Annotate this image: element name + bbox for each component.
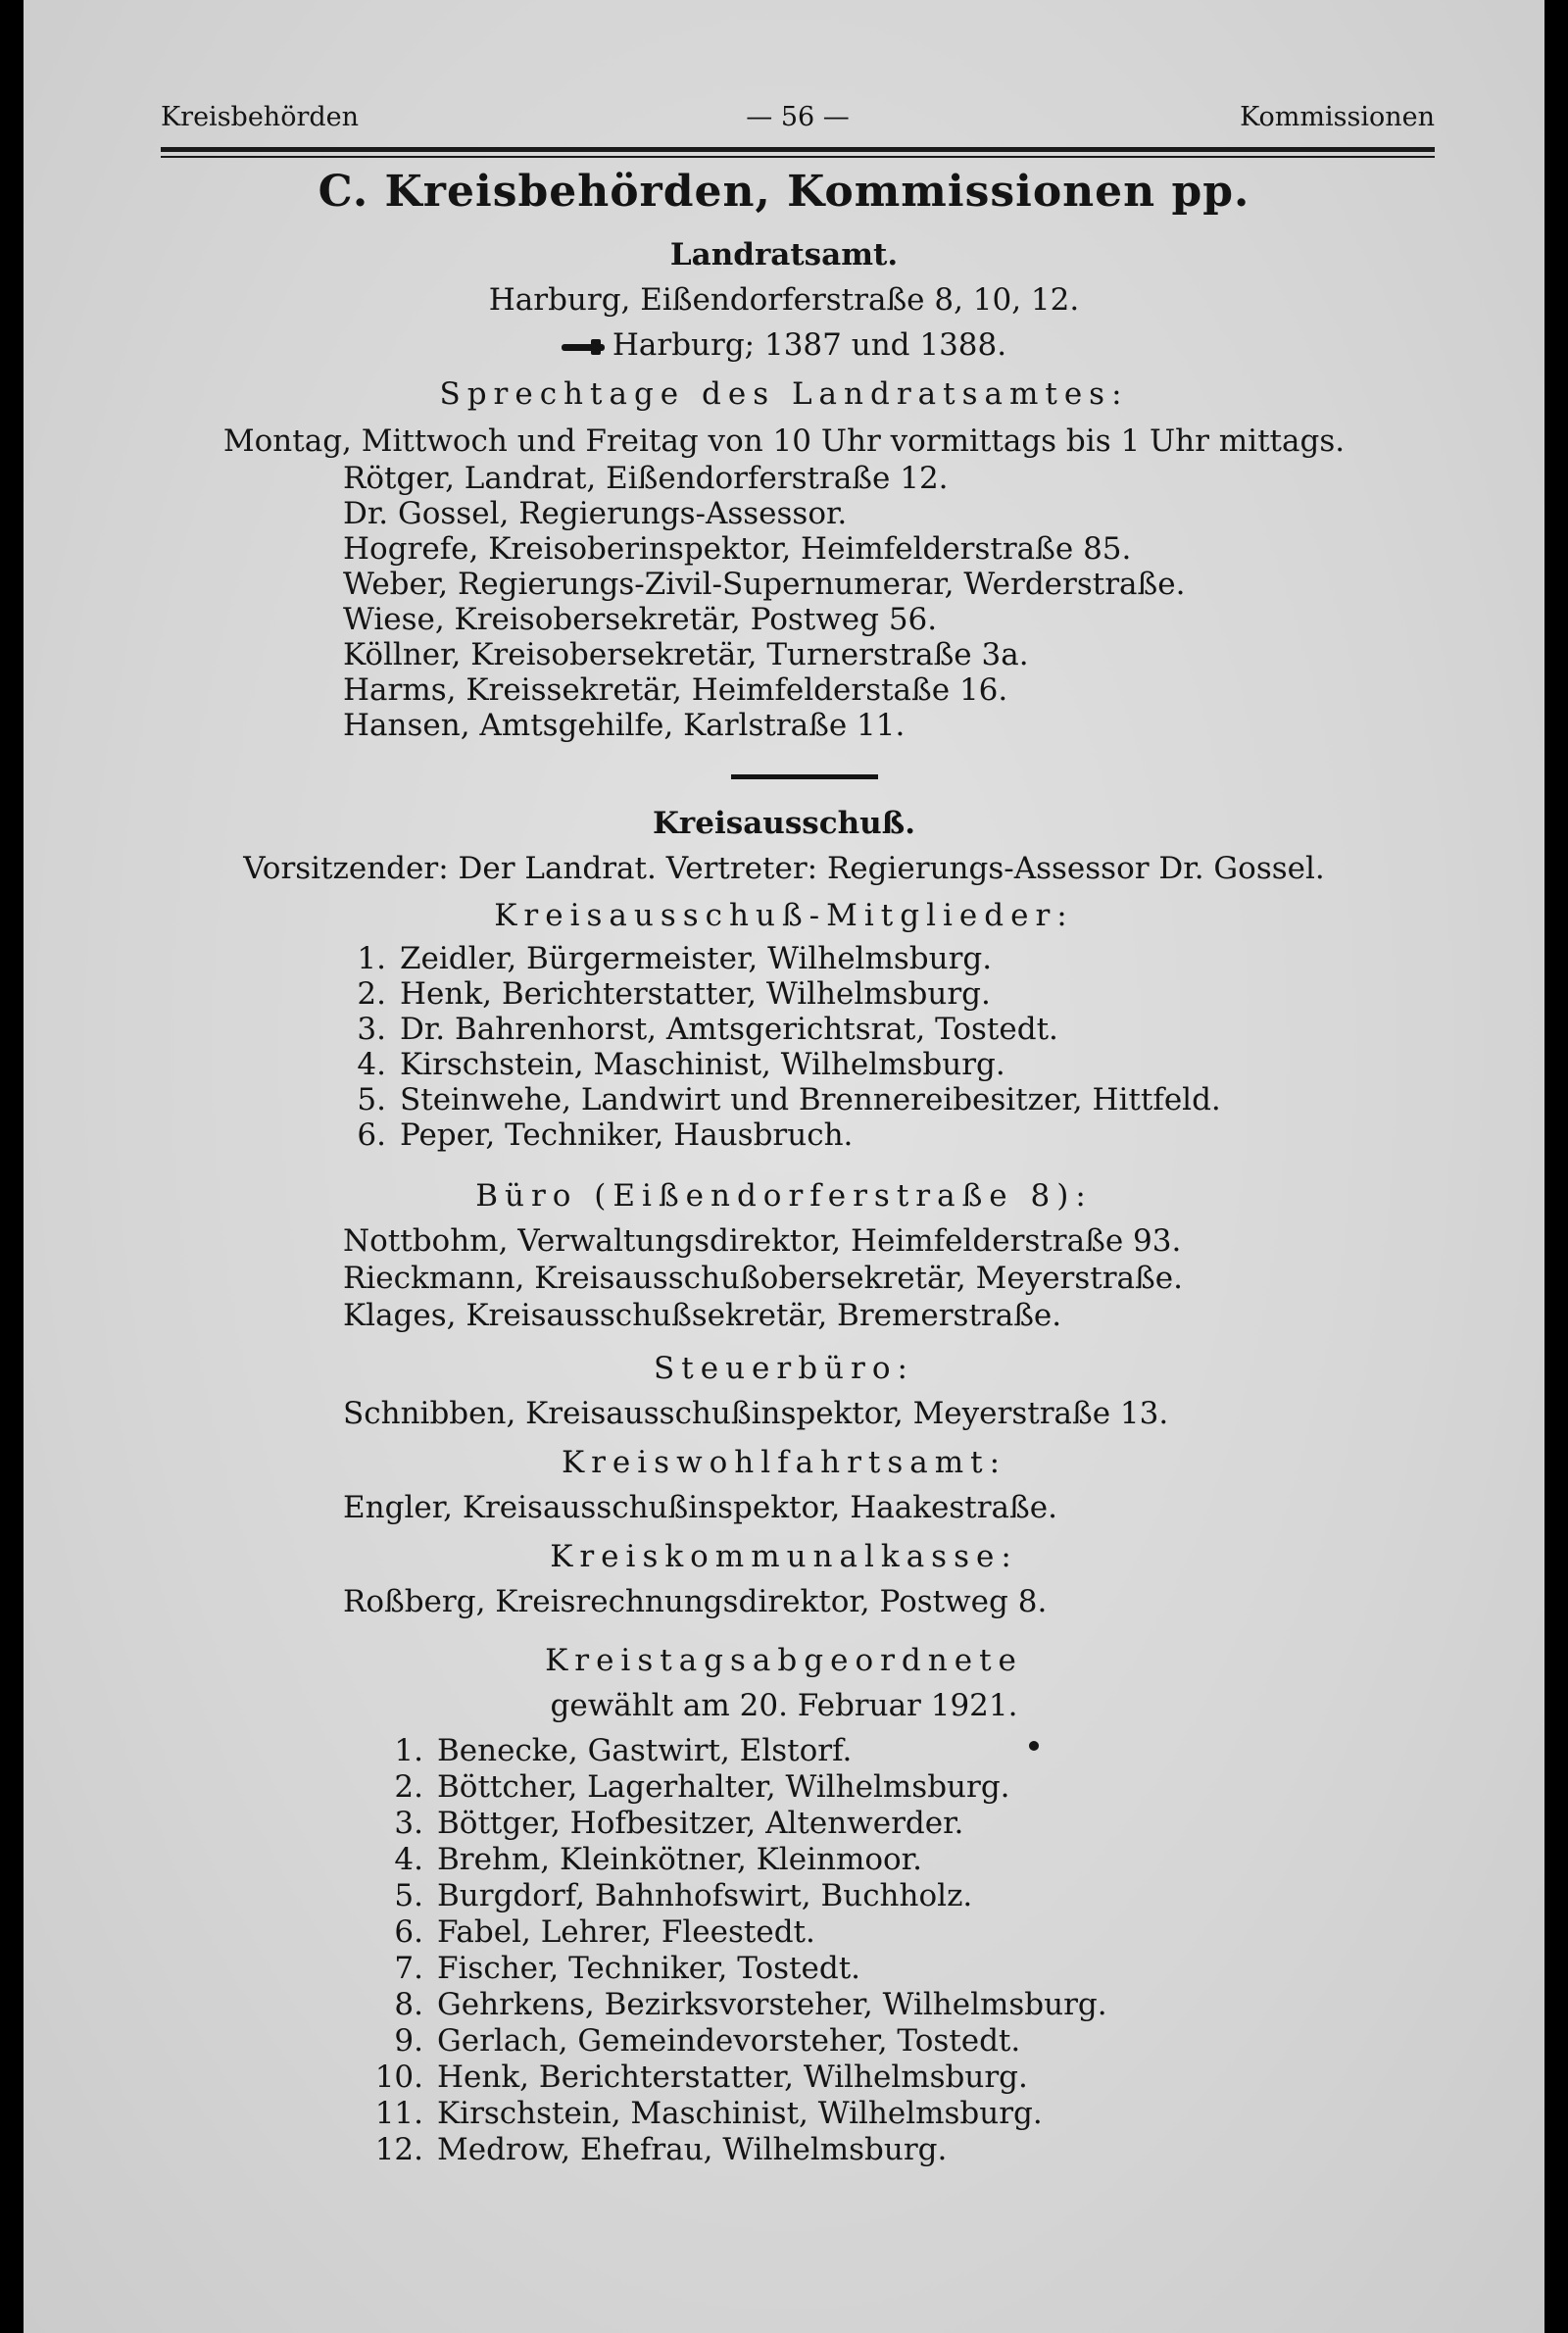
staff-line: Dr. Gossel, Regierungs-Assessor. (343, 496, 848, 531)
list-item: 12. Medrow, Ehefrau, Wilhelmsburg. (374, 2132, 948, 2167)
section-heading-kreisausschuss: Kreisausschuß. (652, 806, 916, 841)
running-head-right: Kommissionen (1240, 102, 1435, 132)
list-item: 6. Peper, Techniker, Hausbruch. (357, 1117, 854, 1153)
staff-line: Weber, Regierungs-Zivil-Supernumerar, Werderstraße. (343, 567, 1186, 602)
list-item: 4. Brehm, Kleinkötner, Kleinmoor. (394, 1842, 922, 1877)
list-item: 3. Böttger, Hofbesitzer, Altenwerder. (394, 1806, 964, 1841)
wohlfahrt-heading: Kreiswohlfahrtsamt: (561, 1445, 1007, 1480)
buero-line: Klages, Kreisausschußsekretär, Bremerstraße. (343, 1298, 1062, 1333)
kreisausschuss-chair-line: Vorsitzender: Der Landrat. Vertreter: Regierungs-Assessor Dr. Gossel. (243, 851, 1325, 886)
kasse-line: Roßberg, Kreisrechnungsdirektor, Postweg 8. (343, 1584, 1048, 1619)
list-item: 11. Kirschstein, Maschinist, Wilhelmsburg. (374, 2096, 1043, 2131)
staff-line: Harms, Kreissekretär, Heimfelderstaße 16. (343, 672, 1008, 708)
kasse-heading: Kreiskommunalkasse: (550, 1539, 1018, 1574)
list-item: 1. Zeidler, Bürgermeister, Wilhelmsburg. (357, 941, 993, 976)
buero-line: Rieckmann, Kreisausschußobersekretär, Meyerstraße. (343, 1261, 1183, 1296)
header-rule-thick (161, 147, 1435, 152)
landratsamt-phone-line (24, 327, 1544, 363)
steuerbuero-line: Schnibben, Kreisausschußinspektor, Meyerstraße 13. (343, 1396, 1169, 1431)
list-item: 6. Fabel, Lehrer, Fleestedt. (394, 1914, 815, 1950)
buero-line: Nottbohm, Verwaltungsdirektor, Heimfelderstraße 93. (343, 1223, 1182, 1259)
buero-heading: Büro (Eißendorferstraße 8): (475, 1178, 1093, 1214)
document-page (24, 0, 1544, 2333)
sprechtage-text: Montag, Mittwoch und Freitag von 10 Uhr vormittags bis 1 Uhr mittags. (222, 423, 1346, 459)
kreistag-heading: Kreistagsabgeordnete (545, 1643, 1023, 1678)
list-item: 7. Fischer, Techniker, Tostedt. (394, 1951, 861, 1986)
list-item: 1. Benecke, Gastwirt, Elstorf. (394, 1733, 853, 1768)
section-heading-landratsamt: Landratsamt. (669, 237, 899, 273)
page-number: — 56 — (746, 102, 850, 132)
list-item: 10. Henk, Berichterstatter, Wilhelmsburg. (374, 2060, 1028, 2095)
landratsamt-phone: Harburg; 1387 und 1388. (612, 327, 1007, 363)
staff-line: Wiese, Kreisobersekretär, Postweg 56. (343, 602, 938, 637)
staff-line: Hansen, Amtsgehilfe, Karlstraße 11. (343, 708, 906, 743)
steuerbuero-heading: Steuerbüro: (654, 1351, 914, 1386)
list-item: 3. Dr. Bahrenhorst, Amtsgerichtsrat, Tostedt. (357, 1012, 1058, 1047)
sprechtage-heading: Sprechtage des Landratsamtes: (439, 376, 1129, 412)
kreistag-subheading: gewählt am 20. Februar 1921. (550, 1688, 1018, 1723)
list-item: 5. Burgdorf, Bahnhofswirt, Buchholz. (394, 1878, 973, 1913)
section-separator (731, 774, 878, 779)
running-head-left: Kreisbehörden (161, 102, 360, 132)
staff-line: Rötger, Landrat, Eißendorferstraße 12. (343, 461, 949, 496)
list-item: 8. Gehrkens, Bezirksvorsteher, Wilhelmsburg. (394, 1987, 1107, 2022)
list-item: 2. Böttcher, Lagerhalter, Wilhelmsburg. (394, 1769, 1010, 1805)
list-item: 4. Kirschstein, Maschinist, Wilhelmsburg. (357, 1047, 1005, 1082)
list-item: 2. Henk, Berichterstatter, Wilhelmsburg. (357, 976, 991, 1012)
list-item: 5. Steinwehe, Landwirt und Brennereibesitzer, Hittfeld. (357, 1082, 1221, 1117)
telephone-icon (562, 339, 605, 355)
staff-line: Köllner, Kreisobersekretär, Turnerstraße 3a. (343, 637, 1029, 672)
ink-spot (1029, 1741, 1039, 1751)
running-head (161, 102, 1435, 141)
staff-line: Hogrefe, Kreisoberinspektor, Heimfelderstraße 85. (343, 531, 1132, 567)
landratsamt-address: Harburg, Eißendorferstraße 8, 10, 12. (488, 282, 1080, 318)
list-item: 9. Gerlach, Gemeindevorsteher, Tostedt. (394, 2023, 1021, 2059)
kreisausschuss-members-heading: Kreisausschuß-Mitglieder: (494, 898, 1074, 933)
page-title: C. Kreisbehörden, Kommissionen pp. (318, 167, 1250, 217)
wohlfahrt-line: Engler, Kreisausschußinspektor, Haakestraße. (343, 1490, 1057, 1525)
header-rule-thin (161, 156, 1435, 158)
